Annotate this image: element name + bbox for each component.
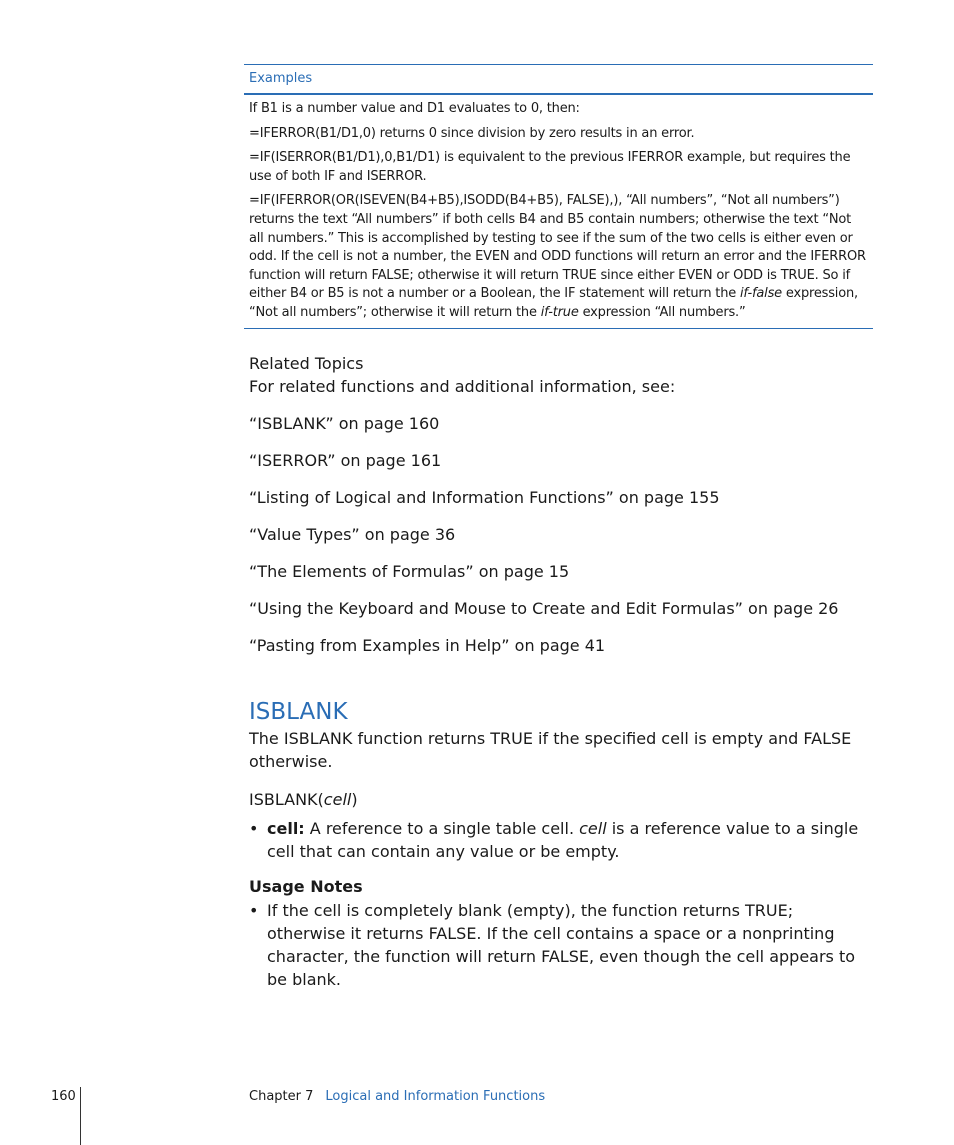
bullet-icon: • [249,819,259,838]
related-link[interactable]: “Using the Keyboard and Mouse to Create and Edit Formulas” on page 26 [249,599,839,618]
chapter-number: Chapter 7 [249,1089,314,1104]
related-link[interactable]: “Value Types” on page 36 [249,525,456,544]
related-topics-intro: For related functions and additional information, see: [249,377,676,396]
related-links-list [249,413,869,672]
argument-item [249,817,873,863]
example-paragraph: =IFERROR(B1/D1,0) returns 0 since division by zero results in an error. [249,125,695,141]
argument-text: is a reference value to a single cell that can contain any value or be empty. [267,819,859,861]
syntax-paren: ) [351,790,358,809]
argument-text: A reference to a single table cell. [304,819,580,838]
chapter-label [249,1089,545,1104]
related-link[interactable]: “The Elements of Formulas” on page 15 [249,562,570,581]
example-text: expression “All numbers.” [578,304,746,320]
related-link[interactable]: “ISERROR” on page 161 [249,451,442,470]
chapter-title[interactable]: Logical and Information Functions [325,1089,546,1104]
section-title: ISBLANK [249,699,348,725]
page-number: 160 [51,1089,76,1104]
related-link[interactable]: “Listing of Logical and Information Functions” on page 155 [249,488,720,507]
related-topics-title: Related Topics [249,354,364,373]
page-footer [0,1085,954,1145]
function-syntax [249,788,873,811]
syntax-argument: cell [323,790,352,809]
usage-notes-title: Usage Notes [249,877,363,896]
related-topics [249,353,869,672]
example-text: expression, “Not all numbers”; otherwise it will return the [249,286,858,320]
usage-notes-list [249,899,873,991]
function-description: The ISBLANK function returns TRUE if the specified cell is empty and FALSE otherwise. [249,729,852,771]
argument-list [249,817,873,863]
usage-note-text: If the cell is completely blank (empty), the function returns TRUE; otherwise it returns FALSE. If the cell contains a space or a nonprinting character, the function will return FALSE, even though the cell appears to be blank. [267,901,856,989]
isblank-section [249,697,873,991]
bullet-icon: • [249,901,259,920]
argument-label: cell: [267,819,305,838]
examples-body [244,95,873,329]
argument-italic: cell [579,819,607,838]
syntax-paren: ( [317,790,324,809]
example-italic: if-false [739,286,782,302]
example-text: =IF(IFERROR(OR(ISEVEN(B4+B5),ISODD(B4+B5), FALSE),), “All numbers”, “Not all numbers”) returns the text “All numbers” if both cells B4 and B5 contain numbers; otherwise the text “Not all numbers.” This is accomplished by testing to see if the sum of the two cells is either even or odd. If the cell is not a number, the EVEN and ODD functions will return an error and the IFERROR function will return FALSE; otherwise it will return TRUE since either EVEN or ODD is TRUE. So if either B4 or B5 is not a number or a Boolean, the IF statement will return the [249,193,866,302]
example-paragraph [249,192,868,322]
usage-note-item [249,899,873,991]
example-paragraph: If B1 is a number value and D1 evaluates to 0, then: [249,101,580,116]
examples-header: Examples [244,64,873,95]
syntax-function-name: ISBLANK [249,790,318,809]
related-link[interactable]: “ISBLANK” on page 160 [249,414,440,433]
examples-box [244,64,873,329]
example-paragraph: =IF(ISERROR(B1/D1),0,B1/D1) is equivalent to the previous IFERROR example, but requires the use of both IF and ISERROR. [249,150,851,184]
example-italic: if-true [540,304,579,320]
related-link[interactable]: “Pasting from Examples in Help” on page 41 [249,636,606,655]
footer-divider [80,1087,81,1145]
